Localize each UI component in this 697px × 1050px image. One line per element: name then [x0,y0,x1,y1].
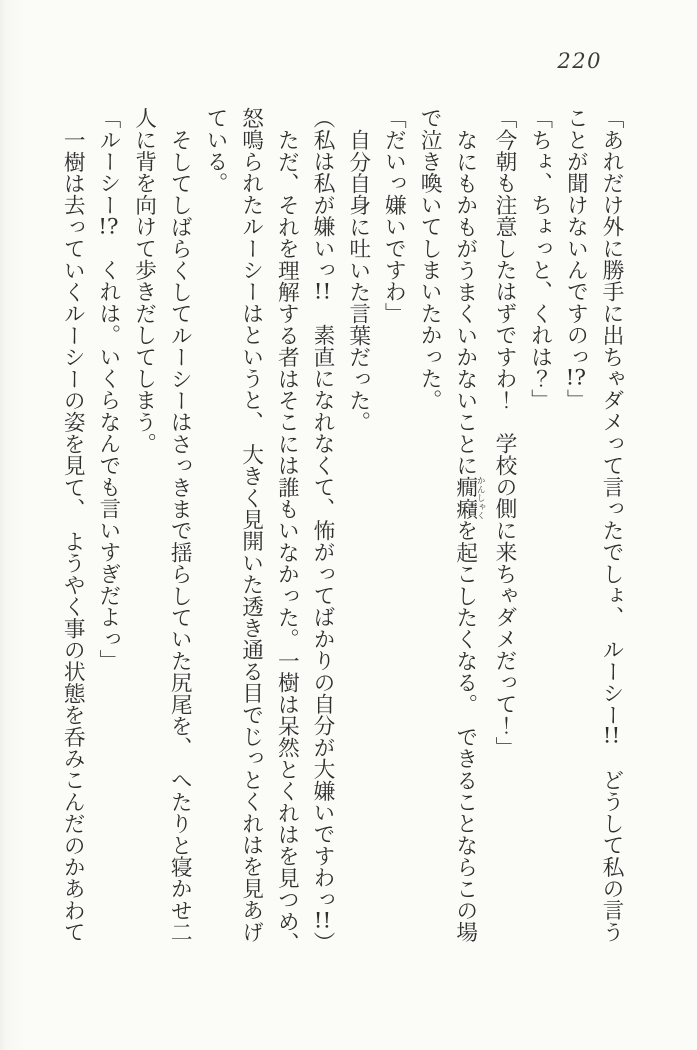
tatechuyoko: !? [98,215,119,238]
paragraph: 「だいっ嫌いですわ」 [381,107,407,324]
page-number: 220 [557,49,602,73]
paragraph: なにもかもがうまくいかないことに癇癪かんしゃくを起こしたくなる。 できることならこの場で泣き喚いてしまいたかった。 [417,107,487,943]
paragraph: 一樹は去っていくルーシーの姿を見て、 ようやく事の状態を呑みこんだのかあわて [60,128,86,943]
tatechuyoko: !? [565,367,586,390]
paragraph: ただ、それを理解する者はそこには誰もいなかった。一樹は呆然とくれはを見つめ、怒鳴られたルーシーはというと、 大きく見開いた透き通る目でじっとくれはを見あげている。 [202,107,300,954]
tatechuyoko: !! [313,280,332,303]
paragraph: そしてしばらくしてルーシーはさっきまで揺らしていた尻尾を、 へたりと寝かせ二人に背を向けて歩きだしてしまう。 [131,107,193,943]
paragraph: 「ちょ、ちょっと、くれは？」 [527,107,553,411]
tatechuyoko: !! [313,909,332,932]
furigana: 癇癪かんしゃく [452,475,487,520]
paragraph: 「あれだけ外に勝手に出ちゃダメって言ったでしょ、 ルーシー!! どうして私の言うことが聞けないんですのっ!?」 [563,107,624,943]
tatechuyoko: !! [602,725,621,748]
text-block [55,107,630,954]
paragraph: （私は私が嫌いっ!! 素直になれなくて、怖がってばかりの自分が大嫌いですわっ!!） [310,107,335,954]
paragraph: 「ルーシー!? くれは。いくらなんでも言いすぎだよっ」 [95,107,121,672]
paragraph: 自分自身に吐いた言葉だった。 [345,128,371,433]
paragraph: 「今朝も注意したはずですわ！ 学校の側に来ちゃダメだって！」 [491,107,517,758]
